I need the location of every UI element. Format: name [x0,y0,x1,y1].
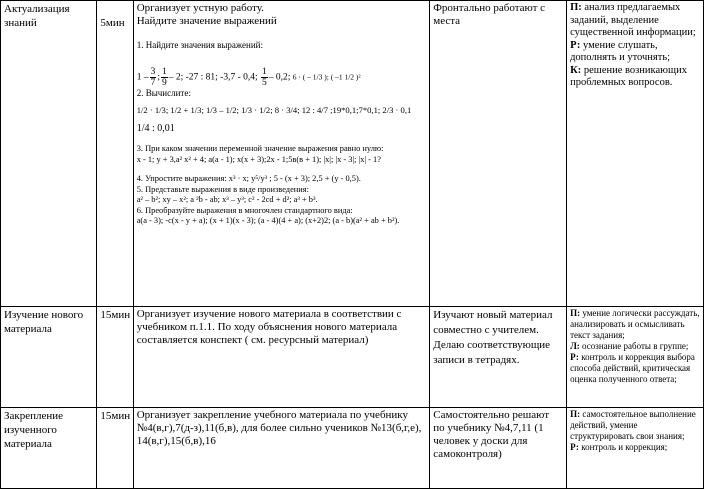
numerator: 1 [262,67,267,77]
stage-cell [1,408,97,489]
denominator: 5 [262,78,267,88]
time-cell [97,1,133,307]
uud-text: анализ предлагаемых заданий, выделение существенной информации; [570,2,696,38]
student-activity-cell [430,1,567,307]
uud-label: П: [570,2,582,13]
student-activity-cell [430,307,567,408]
student-activity: Фронтально работают с места [433,2,546,27]
exercise-1-title: 1. Найдите значения выражений: [136,40,263,50]
exercise-6-list: a(a - 3); -c(x - y + a); (x + 1)(x - 3); (a - 4)(4 + a); (x+2)2; (a - b)(a² + ab + b²). [136,216,400,225]
exercise-3-title: 3. При каком значении переменной значение выражения равно нулю: [136,144,384,153]
teacher-intro: Организует устную работу. [136,2,264,14]
uud-text: осознание работы в группе; [579,341,689,351]
uud-label: К: [570,64,582,76]
exercise-3-list: x - 1; y + 3,a² x² + 4; a(a - 1); x(x + 3);2x - 1;5в(в + 1); |x|; |x - 3|; |x| - 1? [136,154,381,164]
ex1-part: 1 – [136,72,149,83]
fraction [161,67,168,88]
stage-label: Закрепление изученного материала [4,410,64,450]
uud-text: умение логически рассуждать, анализировать и осмысливать текст задания; [570,308,700,340]
numerator: 3 [150,67,156,77]
exercise-6-title: 6. Преобразуйте выражения в многочлен стандартного вида: [136,205,353,215]
stage-cell [1,1,97,307]
student-activity: Изучают новый материал совместно с учителем. Делаю соответствующие записи в тетрадях. [433,309,553,366]
teacher-activity-cell [133,1,430,307]
stage-cell [1,307,97,408]
exercise-5-title: 5. Представьте выражения в виде произведения: [136,184,309,194]
uud-label: Р: [570,442,579,452]
fraction [150,67,157,88]
exercise-1-expressions: 1 – $\frac{3}{7}$ ; $\frac{1}{9}$ – 2; -27 : 81; -3,7 - 0,4; $\frac{1}{5}$ – 0,2; 6 · ( – 1/3 ); ( –1 1/2 )² [136,67,361,88]
uud-label: Л: [570,341,580,351]
student-activity-cell [430,408,567,489]
uud-cell [567,1,704,307]
teacher-task: Найдите значение выражений [136,15,277,27]
numerator: 1 [161,67,167,77]
uud-label: Р: [570,352,579,362]
teacher-activity-cell [133,408,430,489]
exercise-2-expressions: 1/2 · 1/3; 1/2 + 1/3; 1/3 – 1/2; 1/3 · 1/2; 8 · 3/4; 12 : 4/7 ;19*0,1;7*0,1; 2/3 · 0,1 [136,105,412,115]
ex1-part: – 0,2; [268,72,291,83]
ex1-powers: 6 · ( – 1/3 ); ( –1 1/2 )² [292,72,361,82]
denominator: 7 [150,78,156,88]
fraction [261,67,268,88]
uud-text: самостоятельное выполнение действий, умение структурировать свои знания; [570,409,696,441]
table-row [1,307,704,408]
uud-label: П: [570,409,581,419]
uud-text: контроль и коррекция выбора способа действий, критическая оценка полученного ответа; [570,352,695,384]
uud-text: контроль и коррекция; [578,442,668,452]
exercise-2-tail: 1/4 : 0,01 [136,122,175,134]
student-activity: Самостоятельно решают по учебнику №4,7,11 (1 человек у доски для самоконтроля) [433,409,550,460]
uud-cell [567,408,704,489]
uud-text: умение слушать, дополнять и уточнять; [570,39,671,63]
table-row [1,1,704,307]
stage-label: Актуализация знаний [4,3,70,29]
table-row [1,408,704,489]
teacher-activity-cell [133,307,430,408]
ex1-part: – 2; -27 : 81; -3,7 - 0,4; [168,72,258,83]
time-label: 15мин [100,309,131,321]
teacher-activity: Организует закрепление учебного материала по учебнику №4(в,г),7(д-з),11(б,в), для более сильно учеников №13(б,г,е), 14(в,г),15(б,в),16 [136,409,422,447]
uud-text: решение возникающих проблемных вопросов. [570,64,687,88]
uud-cell [567,307,704,408]
time-label: 5мин [100,17,125,29]
exercise-5-list: a² – b²; xy – x²; a ²b - ab; x³ – y³; c² - 2cd + d²; a³ + b³. [136,195,318,204]
uud-label: П: [570,308,581,318]
exercise-4: 4. Упростите выражения: x³ · x; y⁵/y³ ; 5 - (x + 3); 2,5 + (y - 0,5). [136,174,361,183]
time-cell [97,408,133,489]
exercise-2-title: 2. Вычислите: [136,88,191,98]
teacher-activity: Организует изучение нового материала в соответствии с учебником п.1.1. По ходу объяснения нового материала составляется конспект ( см. ресурсный материал) [136,308,402,346]
time-cell [97,307,133,408]
denominator: 9 [161,78,167,88]
time-label: 15мин [100,410,131,422]
uud-label: Р: [570,39,581,51]
stage-label: Изучение нового материала [4,309,84,335]
